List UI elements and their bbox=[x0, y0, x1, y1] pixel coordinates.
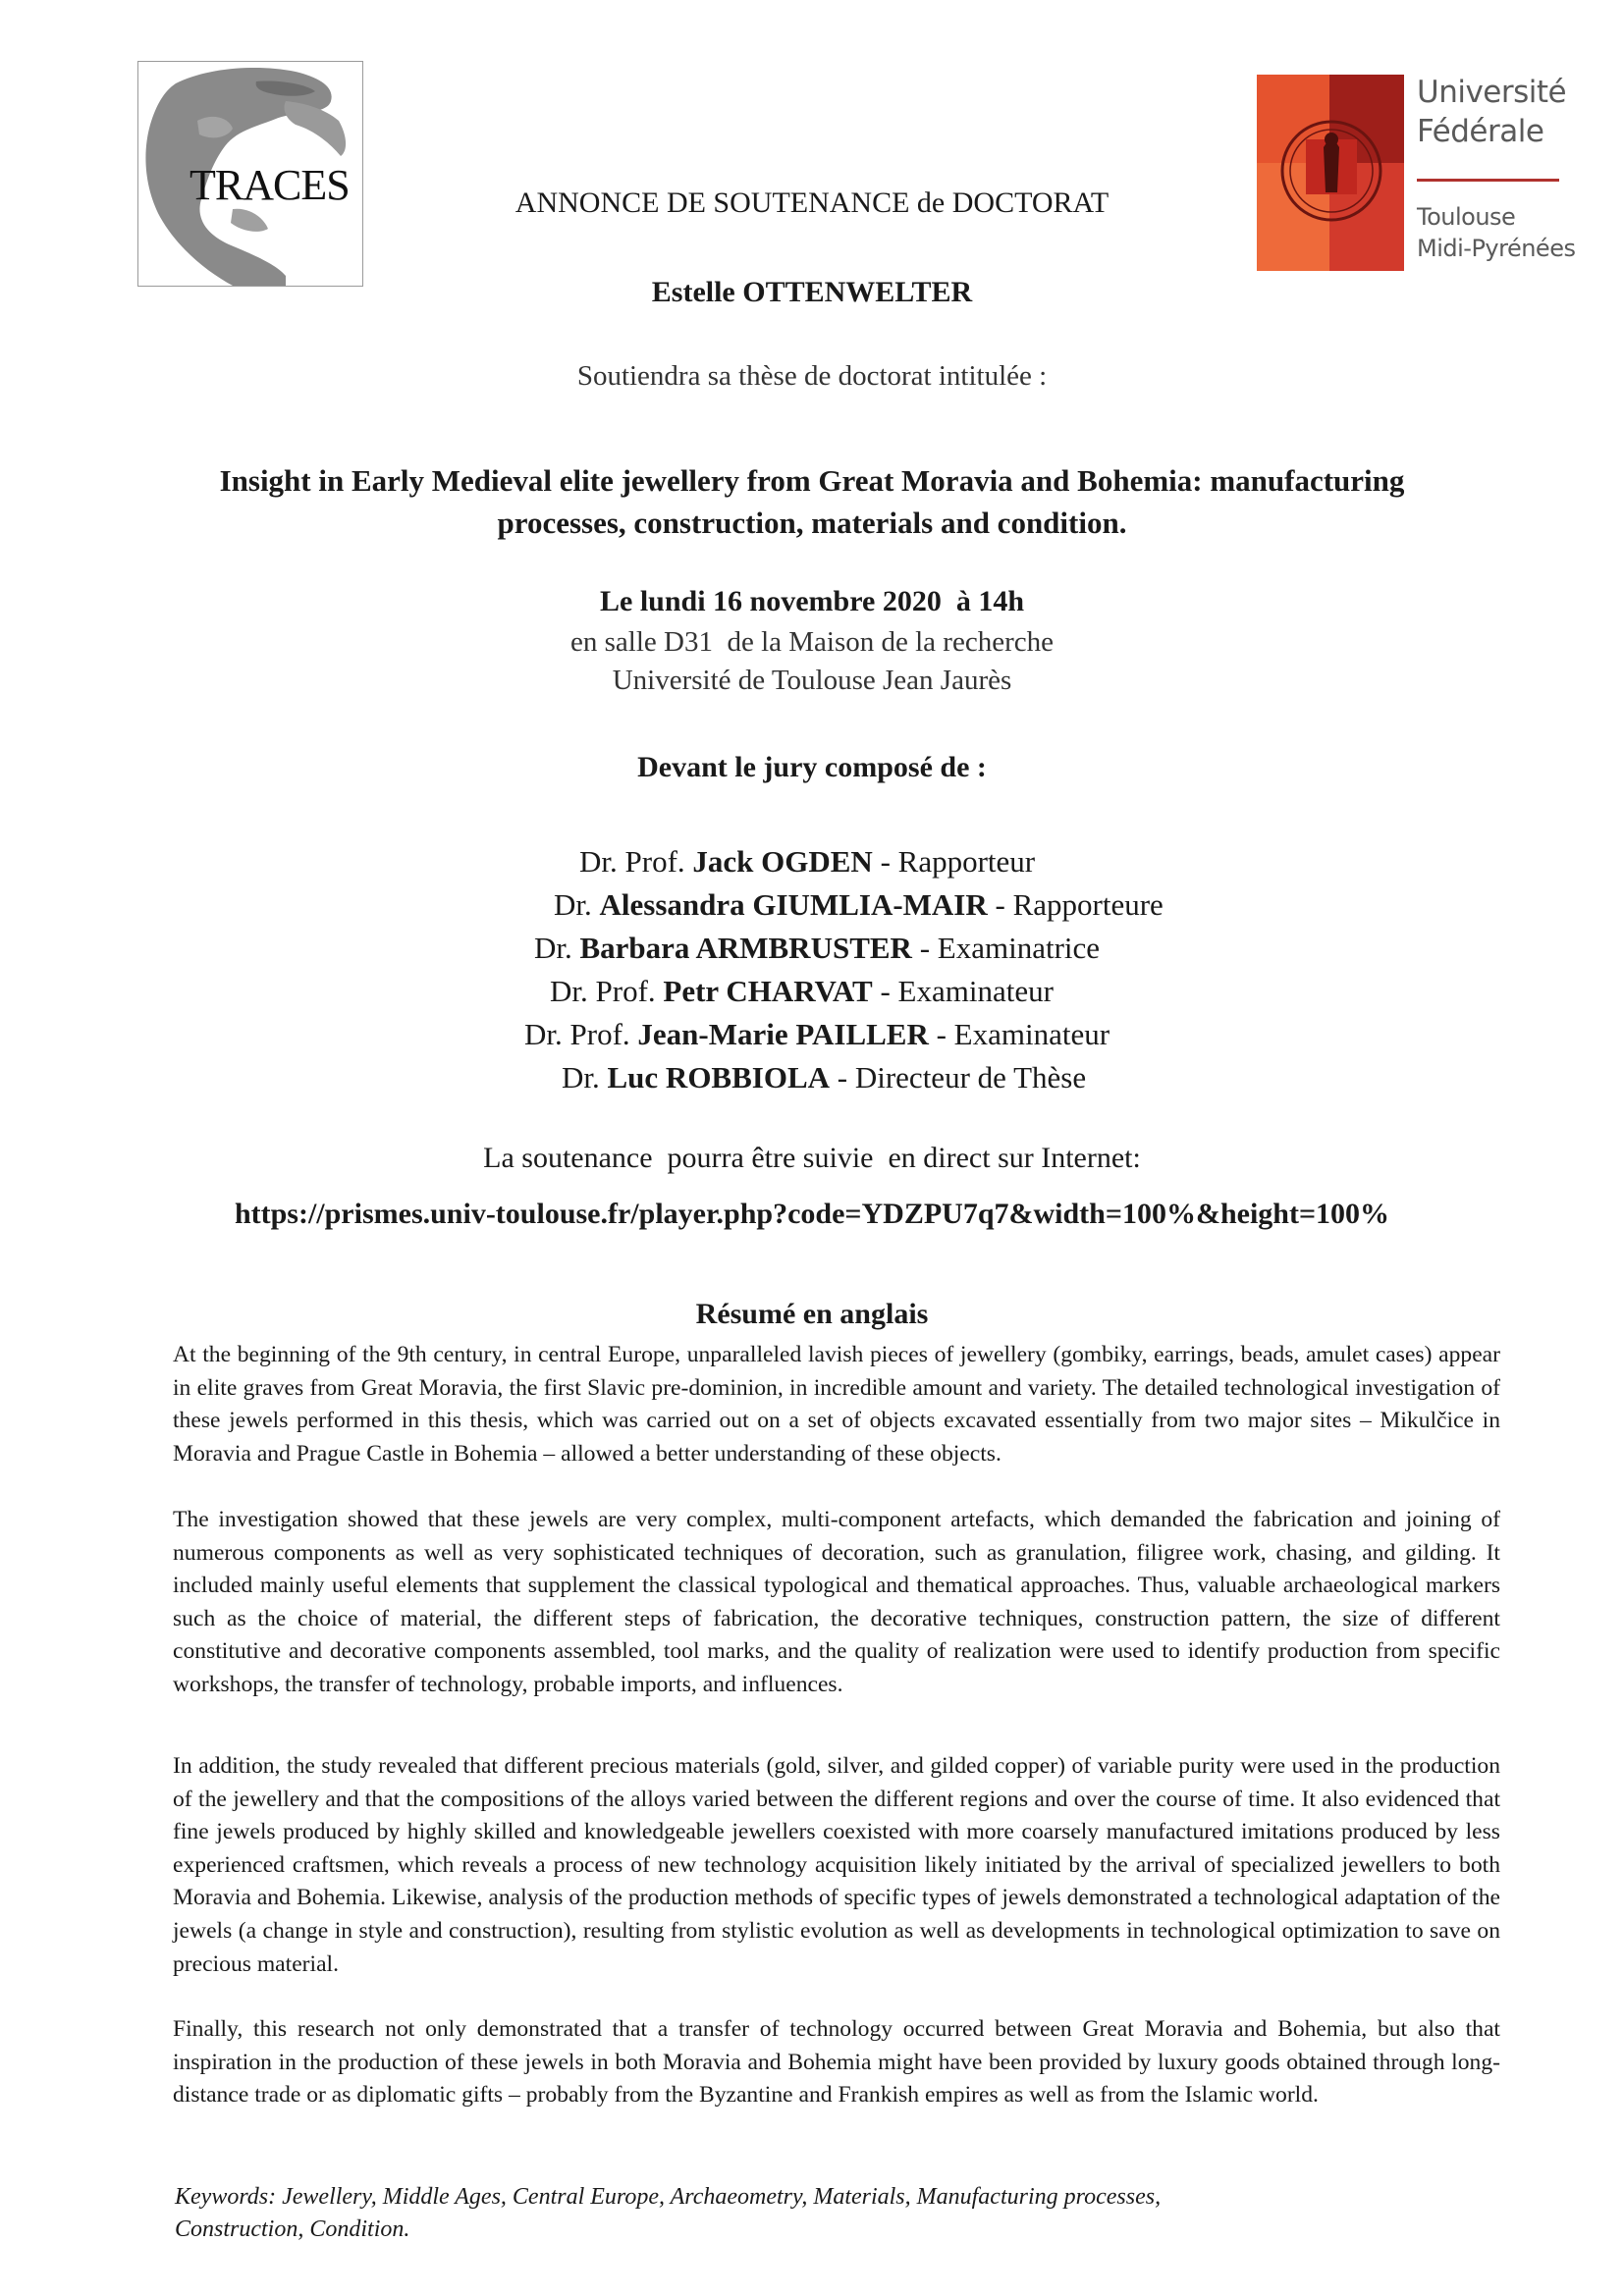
university-name-line2: Fédérale bbox=[1417, 114, 1544, 149]
resume-paragraph: In addition, the study revealed that different precious materials (gold, silver, and gilded copper) of variable purity were used in the production of the jewellery and that the compositions of the alloys varied between the different regions and over the course of time. It also evidenced that fine jewels produced by highly skilled and knowledgeable jewellers coexisted with more coarsely manufactured imitations produced by less experienced craftsmen, which reveals a process of new technology acquisition likely initiated by the arrival of specialized jewellers to both Moravia and Bohemia. Likewise, analysis of the production methods of specific types of jewels demonstrated a technological adaptation of the jewels (a change in style and construction), resulting from stylistic evolution as well as developments in technological optimization to save on precious material. bbox=[173, 1753, 1500, 1977]
jury-member: Dr. Prof. Jean-Marie PAILLER - Examinateur bbox=[524, 1017, 1110, 1051]
keywords-line1: Keywords: Jewellery, Middle Ages, Central Europe, Archaeometry, Materials, Manufacturing processes, bbox=[175, 2184, 1162, 2210]
keywords bbox=[175, 2181, 1451, 2246]
live-stream-link[interactable]: https://prismes.univ-toulouse.fr/player.php?code=YDZPU7q7&width=100%&height=100% bbox=[234, 1198, 1390, 1230]
university-city-line1: Toulouse bbox=[1417, 203, 1516, 231]
university-city-line2: Midi-Pyrénées bbox=[1417, 235, 1576, 262]
resume-paragraph: At the beginning of the 9th century, in central Europe, unparalleled lavish pieces of jewellery (gombiky, earrings, beads, amulet cases) appear in elite graves from Great Moravia, the first Slavic pre-dominion, in incredible amount and variety. The detailed technological investigation of these jewels performed in this thesis, which was carried out on a set of objects excavated essentially from two major sites – Mikulčice in Moravia and Prague Castle in Bohemia – allowed a better understanding of these objects. bbox=[173, 1342, 1500, 1467]
jury-member: Dr. Barbara ARMBRUSTER - Examinatrice bbox=[534, 931, 1101, 965]
jury-heading: Devant le jury composé de : bbox=[637, 751, 987, 783]
keywords-line2: Construction, Condition. bbox=[175, 2216, 410, 2242]
jury-member-name: Alessandra GIUMLIA-MAIR bbox=[599, 887, 988, 922]
thesis-title-line1: Insight in Early Medieval elite jewellery from Great Moravia and Bohemia: manufacturing bbox=[219, 463, 1405, 498]
resume-heading: Résumé en anglais bbox=[695, 1298, 929, 1330]
jury-member-name: Barbara ARMBRUSTER bbox=[579, 931, 912, 965]
jury-member: Dr. Luc ROBBIOLA - Directeur de Thèse bbox=[562, 1060, 1087, 1095]
university-seal-graphic bbox=[1257, 75, 1404, 271]
university-logo bbox=[1257, 75, 1581, 271]
defense-room: en salle D31 de la Maison de la recherche bbox=[570, 626, 1054, 658]
defense-date: Le lundi 16 novembre 2020 à 14h bbox=[600, 585, 1024, 617]
resume-paragraph: Finally, this research not only demonstrated that a transfer of technology occurred between Great Moravia and Bohemia, but also that inspiration in the production of these jewels in both Moravia and Bohemia might have been provided by luxury goods obtained through long-distance trade or as diplomatic gifts – probably from the Byzantine and Frankish empires as well as from the Islamic world. bbox=[173, 2016, 1500, 2109]
announcement-heading: ANNONCE DE SOUTENANCE de DOCTORAT bbox=[514, 187, 1110, 219]
thesis-intro: Soutiendra sa thèse de doctorat intitulée : bbox=[576, 360, 1048, 392]
jury-member-name: Jean-Marie PAILLER bbox=[637, 1017, 929, 1051]
jury-member-name: Luc ROBBIOLA bbox=[607, 1060, 831, 1095]
defense-location bbox=[0, 623, 1624, 700]
resume-paragraph: The investigation showed that these jewels are very complex, multi-component artefacts, which demanded the fabrication and joining of numerous components as well as very sophisticated techniques of decoration, such as granulation, filigree work, chasing, and gilding. It included mainly useful elements that supplement the classical typological and thematical approaches. Thus, valuable archaeological markers such as the choice of material, the different steps of fabrication, the decorative techniques, construction pattern, the size of different constitutive and decorative components assembled, tool marks, and the quality of realization were used to identify production from specific workshops, the transfer of technology, probable imports, and influences. bbox=[173, 1507, 1500, 1697]
university-name-line1: Université bbox=[1417, 75, 1567, 110]
live-stream-text: La soutenance pourra être suivie en direct sur Internet: bbox=[483, 1142, 1141, 1174]
candidate-name: Estelle OTTENWELTER bbox=[651, 276, 973, 308]
thesis-title-line2: processes, construction, materials and condition. bbox=[497, 506, 1127, 540]
jury-member: Dr. Prof. Jack OGDEN - Rapporteur bbox=[579, 844, 1036, 879]
jury-member-name: Petr CHARVAT bbox=[663, 974, 873, 1008]
jury-member: Dr. Alessandra GIUMLIA-MAIR - Rapporteure bbox=[554, 887, 1164, 922]
traces-logo-text: TRACES bbox=[189, 161, 350, 209]
thesis-title bbox=[0, 459, 1624, 544]
traces-logo bbox=[137, 61, 363, 287]
jury-member: Dr. Prof. Petr CHARVAT - Examinateur bbox=[550, 974, 1054, 1008]
defense-university: Université de Toulouse Jean Jaurès bbox=[612, 665, 1012, 696]
university-divider bbox=[1417, 179, 1559, 182]
jury-member-name: Jack OGDEN bbox=[692, 844, 873, 879]
